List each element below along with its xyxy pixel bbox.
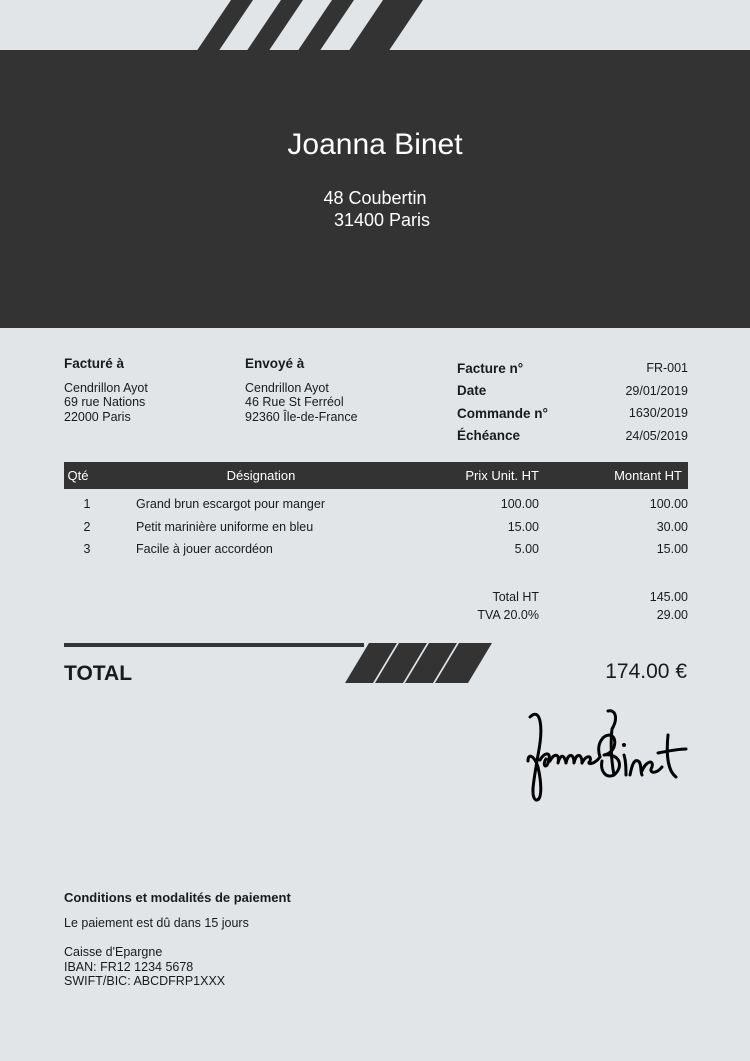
table-row	[64, 493, 688, 516]
subtotal-value: 145.00	[649, 590, 688, 604]
subtotal-label: Total HT	[492, 590, 539, 604]
col-unit-price: Prix Unit. HT	[465, 468, 539, 483]
bank-name: Caisse d'Epargne	[64, 945, 163, 959]
meta-invoice-number	[457, 357, 688, 380]
cell-qty: 3	[83, 542, 91, 556]
col-amount: Montant HT	[614, 468, 682, 483]
payment-terms	[64, 891, 291, 989]
billed-to-city: 22000 Paris	[64, 409, 131, 424]
billed-to-name: Cendrillon Ayot	[64, 380, 148, 395]
meta-label: Échéance	[457, 428, 521, 444]
cell-unit-price: 15.00	[507, 519, 539, 534]
cell-amount: 15.00	[656, 542, 688, 556]
cell-unit-price: 5.00	[514, 542, 539, 556]
total-value: 174.00 €	[605, 660, 687, 683]
meta-label: Date	[457, 383, 487, 399]
meta-value: 29/01/2019	[625, 383, 688, 398]
meta-value: FR-001	[646, 361, 688, 376]
meta-label: Facture n°	[457, 360, 524, 376]
signature-image	[520, 705, 690, 805]
cell-designation: Facile à jouer accordéon	[136, 542, 273, 556]
subtotal-row	[64, 590, 688, 608]
shipped-to-block	[245, 357, 358, 424]
meta-value: 24/05/2019	[625, 428, 688, 443]
sender-address	[0, 187, 750, 231]
shipped-to-heading: Envoyé à	[245, 356, 305, 371]
cell-designation: Petit marinière uniforme en bleu	[136, 519, 314, 534]
meta-due-date	[457, 425, 688, 448]
invoice-meta	[457, 357, 688, 447]
col-qty: Qté	[67, 468, 89, 483]
cell-designation: Grand brun escargot pour manger	[136, 497, 325, 511]
shipped-to-street: 46 Rue St Ferréol	[245, 395, 344, 409]
cell-amount: 100.00	[649, 497, 688, 511]
cell-qty: 2	[83, 519, 91, 534]
sender-address-line1: 48 Coubertin	[323, 188, 427, 208]
billed-to-heading: Facturé à	[64, 356, 125, 371]
billed-to-street: 69 rue Nations	[64, 395, 146, 409]
items-table-header	[64, 462, 688, 489]
billed-to-block	[64, 357, 148, 424]
shipped-to-name: Cendrillon Ayot	[245, 380, 329, 395]
sender-name: Joanna Binet	[287, 128, 463, 161]
sender-address-line2: 31400 Paris	[333, 210, 431, 230]
table-row	[64, 538, 688, 561]
cell-unit-price: 100.00	[500, 497, 539, 511]
bank-swift: SWIFT/BIC: ABCDFRP1XXX	[64, 974, 226, 988]
cell-qty: 1	[83, 497, 91, 511]
table-row	[64, 516, 688, 539]
shipped-to-city: 92360 Île-de-France	[245, 409, 358, 424]
payment-terms-text: Le paiement est dû dans 15 jours	[64, 915, 249, 930]
cell-amount: 30.00	[656, 519, 688, 534]
meta-value: 1630/2019	[628, 406, 688, 421]
total-label: TOTAL	[64, 662, 133, 685]
tax-label: TVA 20.0%	[477, 608, 539, 622]
payment-terms-heading: Conditions et modalités de paiement	[64, 890, 291, 905]
tax-value: 29.00	[656, 608, 688, 622]
bank-iban: IBAN: FR12 1234 5678	[64, 959, 194, 974]
col-designation: Désignation	[226, 468, 296, 483]
meta-date	[457, 380, 688, 403]
meta-order-number	[457, 402, 688, 425]
header-stripes-decoration	[0, 0, 750, 52]
tax-row	[64, 608, 688, 626]
meta-label: Commande n°	[457, 405, 548, 421]
